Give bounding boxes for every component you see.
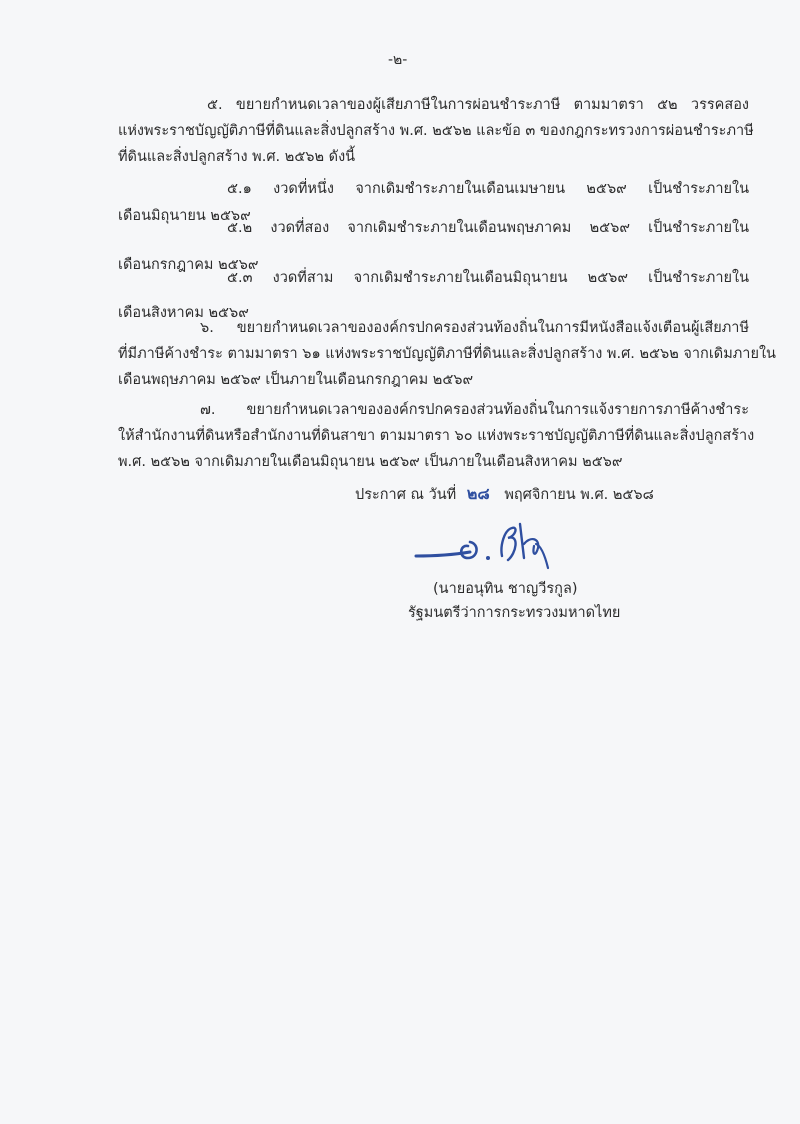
subitem-5-1-line-1: ๕.๑ งวดที่หนึ่ง จากเดิมชำระภายในเดือนเมษายน ๒๕๖๙ เป็นชำระภายใน	[227, 181, 749, 197]
paragraph-5-line-2: แห่งพระราชบัญญัติภาษีที่ดินและสิ่งปลูกสร้าง พ.ศ. ๒๕๖๒ และข้อ ๓ ของกฎกระทรวงการผ่อนชำระภาษี	[118, 123, 754, 139]
paragraph-5-line-3: ที่ดินและสิ่งปลูกสร้าง พ.ศ. ๒๕๖๒ ดังนี้	[118, 149, 356, 165]
subitem-5-3-line-1: ๕.๓ งวดที่สาม จากเดิมชำระภายในเดือนมิถุนายน ๒๕๖๙ เป็นชำระภายใน	[227, 270, 749, 286]
paragraph-6-line-2: ที่มีภาษีค้างชำระ ตามมาตรา ๖๑ แห่งพระราชบัญญัติภาษีที่ดินและสิ่งปลูกสร้าง พ.ศ. ๒๕๖๒ จากเดิมภายใน	[118, 346, 776, 362]
paragraph-7-line-1: ๗. ขยายกำหนดเวลาขององค์กรปกครองส่วนท้องถิ่นในการแจ้งรายการภาษีค้างชำระ	[200, 402, 749, 418]
signer-name: (นายอนุทิน ชาญวีรกูล)	[433, 581, 578, 597]
page-number: -๒-	[388, 52, 408, 68]
paragraph-6-line-3: เดือนพฤษภาคม ๒๕๖๙ เป็นภายในเดือนกรกฎาคม ๒๕๖๙	[118, 372, 474, 388]
subitem-5-2-line-2: เดือนกรกฎาคม ๒๕๖๙	[118, 257, 259, 273]
paragraph-5-line-1: ๕. ขยายกำหนดเวลาของผู้เสียภาษีในการผ่อนชำระภาษี ตามมาตรา ๕๒ วรรคสอง	[207, 97, 749, 113]
announcement-month-year: พฤศจิกายน พ.ศ. ๒๕๖๘	[504, 487, 654, 503]
paragraph-6-line-1: ๖. ขยายกำหนดเวลาขององค์กรปกครองส่วนท้องถิ่นในการมีหนังสือแจ้งเตือนผู้เสียภาษี	[200, 320, 749, 336]
paragraph-7-line-3: พ.ศ. ๒๕๖๒ จากเดิมภายในเดือนมิถุนายน ๒๕๖๙ เป็นภายในเดือนสิงหาคม ๒๕๖๙	[118, 454, 623, 470]
paragraph-7-line-2: ให้สำนักงานที่ดินหรือสำนักงานที่ดินสาขา ตามมาตรา ๖๐ แห่งพระราชบัญญัติภาษีที่ดินและสิ่งปลูกสร้าง	[118, 428, 755, 444]
subitem-5-1-line-2: เดือนมิถุนายน ๒๕๖๙	[118, 208, 251, 224]
subitem-5-2-line-1: ๕.๒ งวดที่สอง จากเดิมชำระภายในเดือนพฤษภาคม ๒๕๖๙ เป็นชำระภายใน	[227, 220, 749, 236]
announcement-day: ๒๘	[466, 484, 490, 503]
announcement-prefix: ประกาศ ณ วันที่	[355, 487, 457, 503]
handwritten-signature	[408, 516, 558, 578]
signer-position: รัฐมนตรีว่าการกระทรวงมหาดไทย	[408, 605, 621, 621]
subitem-5-3-line-2: เดือนสิงหาคม ๒๕๖๙	[118, 305, 249, 321]
announcement-date-line	[355, 484, 654, 505]
